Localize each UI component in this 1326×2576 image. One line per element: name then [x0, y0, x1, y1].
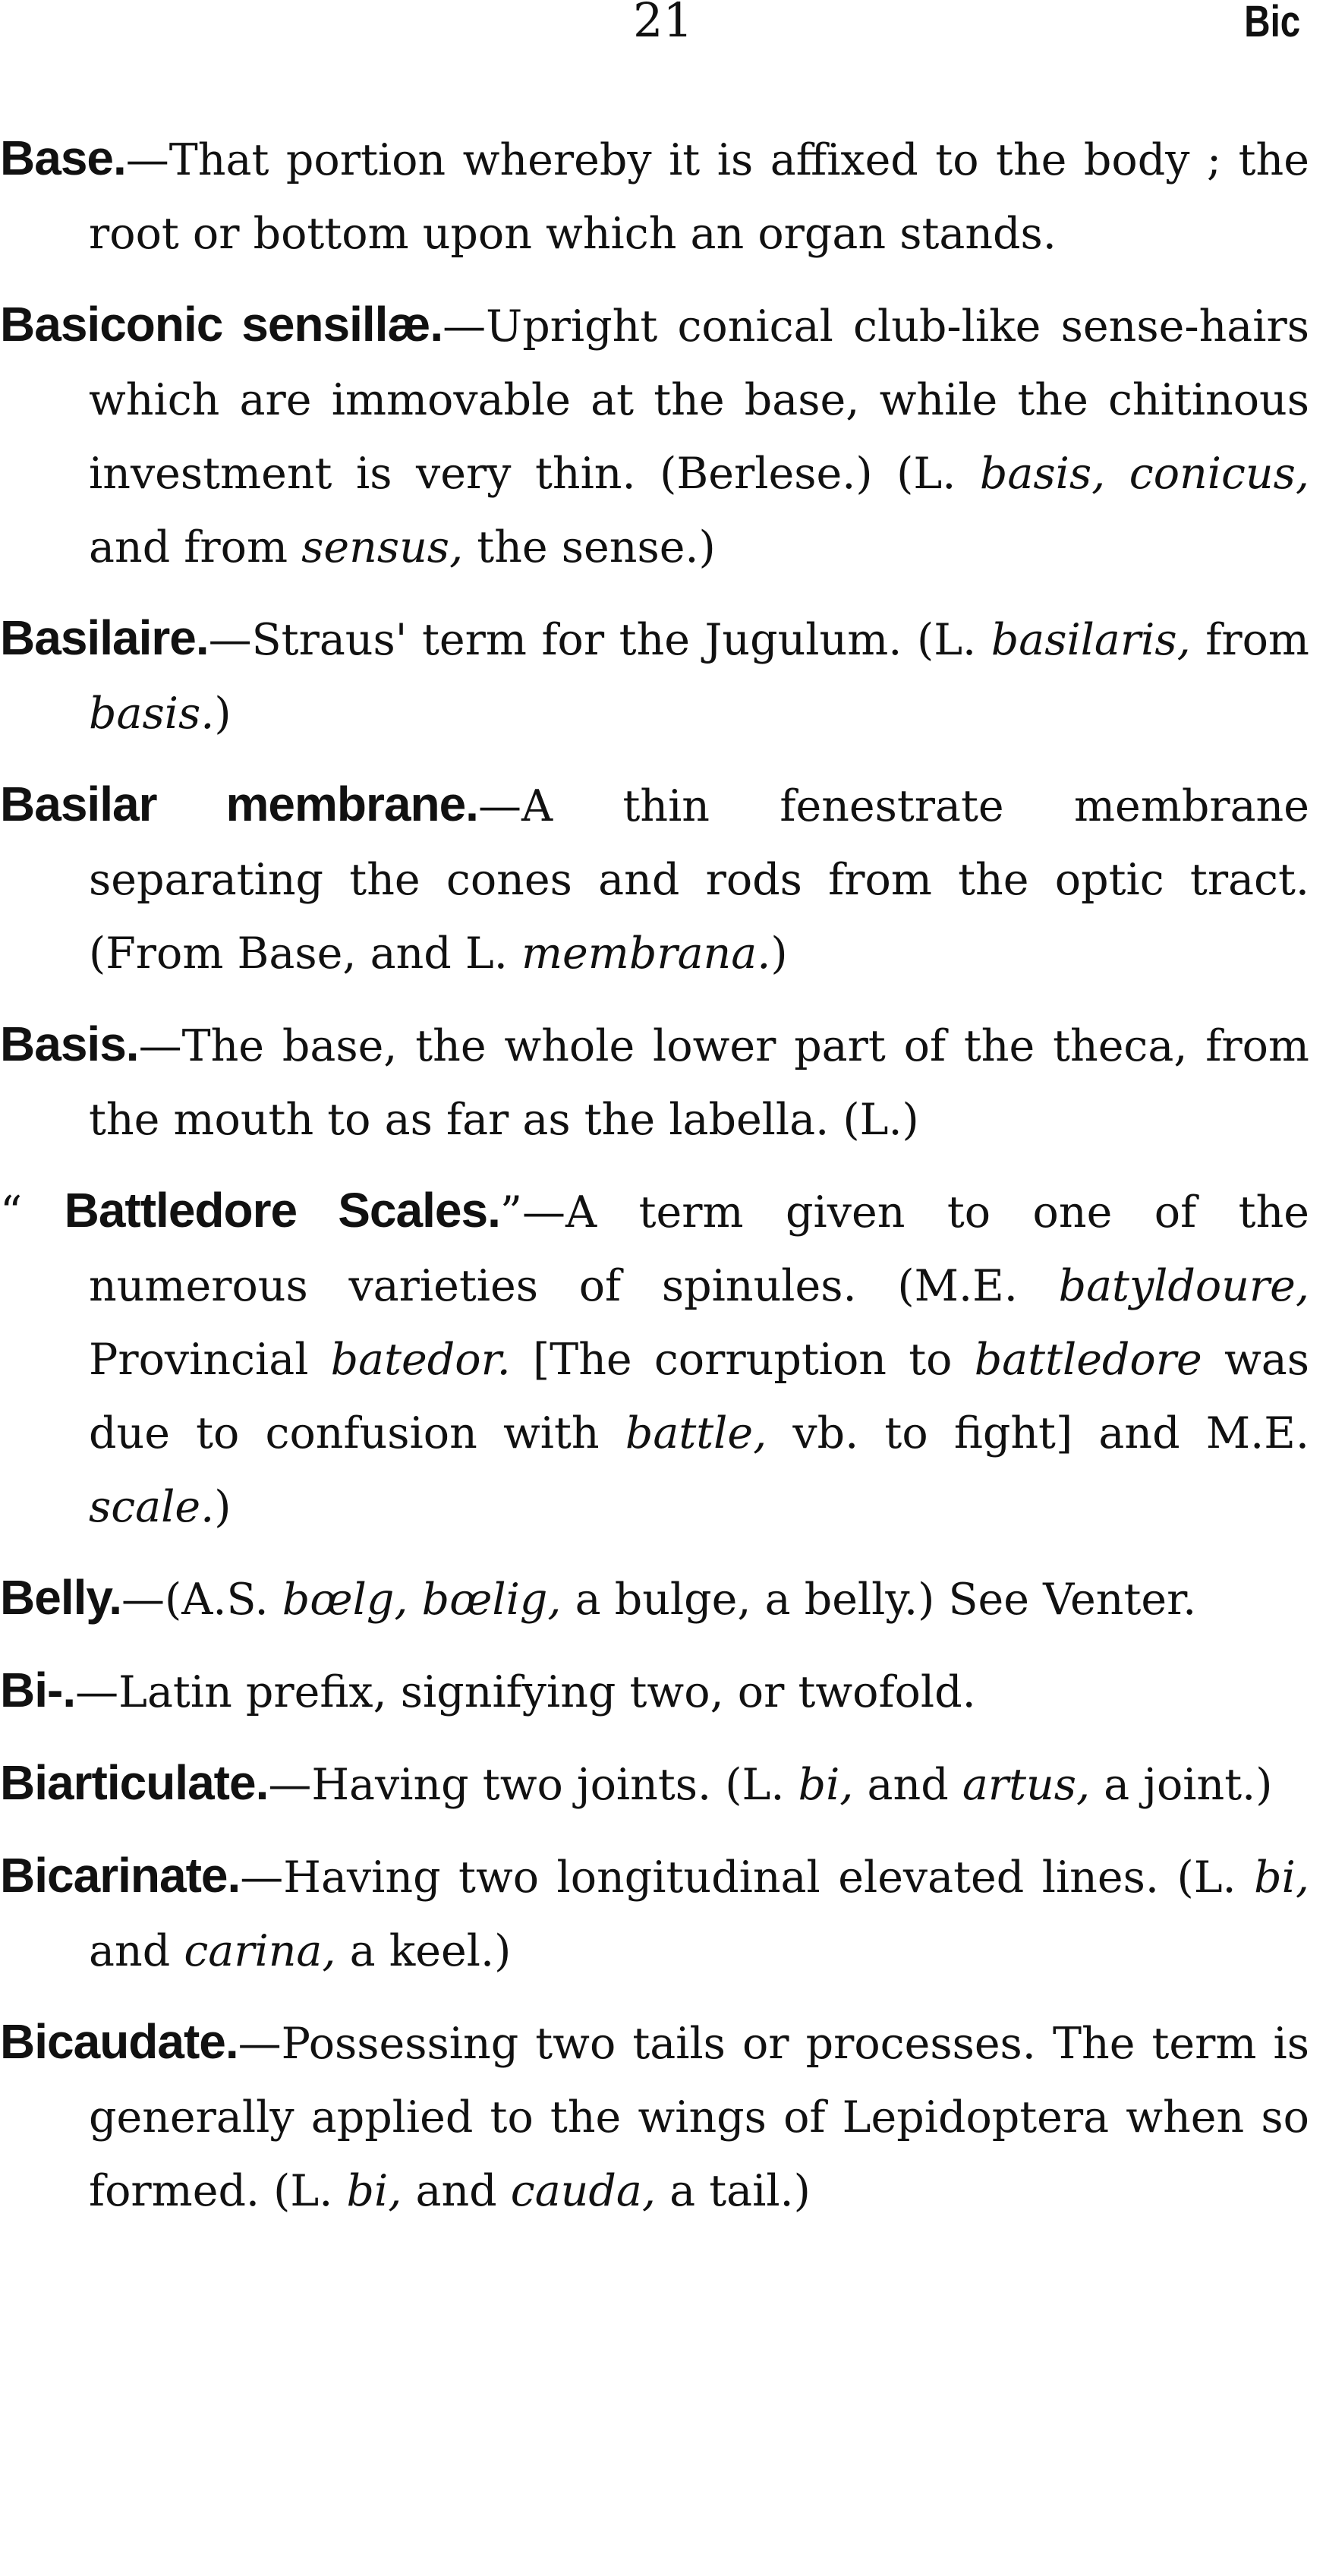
headword: Base.	[0, 131, 126, 185]
definition: was due to confusion with	[89, 1335, 1309, 1458]
entry-basiconic-sensillae	[0, 288, 1309, 585]
definition-latin: carina,	[184, 1926, 336, 1976]
entry-bi	[0, 1654, 1309, 1729]
definition: )	[214, 1482, 231, 1532]
definition: from	[1190, 615, 1309, 665]
definition-latin: bi,	[346, 2166, 402, 2216]
glossary-entries	[0, 121, 1309, 2245]
definition: —Upright conical club-like sense-hairs which are immovable at the base, while the chitinous investment is very thin. (Berlese.) (L.	[89, 301, 1310, 499]
guide-word: Bic	[1243, 0, 1300, 46]
definition-latin: sensus,	[301, 522, 464, 572]
definition: [The corruption to	[510, 1335, 975, 1385]
page-number: 21	[633, 0, 693, 48]
entry-biarticulate	[0, 1746, 1309, 1822]
definition: and	[89, 1926, 184, 1976]
definition-etymon: battledore	[974, 1335, 1202, 1385]
entry-bicaudate	[0, 2005, 1309, 2228]
definition: and	[853, 1760, 962, 1810]
definition: )	[770, 929, 788, 979]
definition: —The base, the whole lower part of the theca, from the mouth to as far as the labella. (L.)	[89, 1021, 1309, 1145]
definition-latin: membrana.	[521, 929, 771, 979]
definition-latin: basis, conicus,	[979, 449, 1309, 499]
entry-basis	[0, 1007, 1309, 1157]
definition-latin: bi,	[1254, 1852, 1309, 1903]
definition: vb. to fight] and M.E.	[767, 1408, 1309, 1458]
entry-basilaire	[0, 601, 1309, 751]
definition: a keel.)	[335, 1926, 512, 1976]
definition: and	[402, 2166, 511, 2216]
definition-latin: artus,	[962, 1760, 1091, 1810]
definition: a bulge, a belly.) See Venter.	[561, 1575, 1197, 1625]
headword: Bicaudate.	[0, 2014, 238, 2069]
entry-battledore-scales	[0, 1174, 1309, 1544]
opening-quote: “	[0, 1187, 65, 1238]
definition: and from	[89, 522, 302, 572]
entry-base	[0, 121, 1309, 271]
definition-etymon: scale.	[89, 1482, 215, 1532]
running-head	[0, 0, 1315, 76]
headword: Basilaire.	[0, 610, 209, 665]
definition-latin: basilaris,	[991, 615, 1191, 665]
definition: the sense.)	[463, 522, 716, 572]
definition-latin: basis.	[89, 689, 215, 739]
headword: Bicarinate.	[0, 1848, 241, 1903]
definition: —Latin prefix, signifying two, or twofold.	[75, 1667, 976, 1717]
headword: Belly.	[0, 1570, 121, 1625]
definition-etymon: bœlg, bœlig,	[282, 1575, 562, 1625]
definition: )	[214, 689, 231, 739]
headword: Basilar membrane.	[0, 777, 478, 831]
definition-etymon: batyldoure,	[1058, 1261, 1309, 1311]
headword: Basis.	[0, 1017, 139, 1071]
definition: —A thin fenestrate membrane separating the cones and rods from the optic tract. (From Base, and L.	[89, 781, 1309, 979]
definition: a tail.)	[655, 2166, 811, 2216]
headword: Basiconic sensillæ.	[0, 297, 443, 352]
definition-latin: cauda,	[510, 2166, 656, 2216]
definition: —Possessing two tails or processes. The term is generally applied to the wings of Lepidoptera when so formed. (L.	[89, 2019, 1309, 2216]
definition: —(A.S.	[121, 1575, 282, 1625]
definition: —Having two longitudinal elevated lines. (L.	[240, 1852, 1255, 1903]
definition: —That portion whereby it is affixed to the body ; the root or bottom upon which an organ stands.	[89, 135, 1309, 259]
definition-etymon: battle,	[625, 1408, 767, 1458]
definition: ”—A term given to one of the numerous varieties of spinules. (M.E.	[89, 1187, 1310, 1311]
definition: —Having two joints. (L.	[268, 1760, 798, 1810]
entry-bicarinate	[0, 1839, 1309, 1988]
headword: Biarticulate.	[0, 1755, 269, 1810]
definition: a joint.)	[1090, 1760, 1273, 1810]
headword: Bi-.	[0, 1663, 76, 1717]
definition: Provincial	[89, 1335, 331, 1385]
entry-basilar-membrane	[0, 768, 1309, 991]
headword: Battledore Scales.	[64, 1183, 500, 1238]
definition-latin: bi,	[798, 1760, 854, 1810]
definition: —Straus' term for the Jugulum. (L.	[208, 615, 991, 665]
entry-belly	[0, 1561, 1309, 1637]
definition-etymon: batedor.	[330, 1335, 511, 1385]
